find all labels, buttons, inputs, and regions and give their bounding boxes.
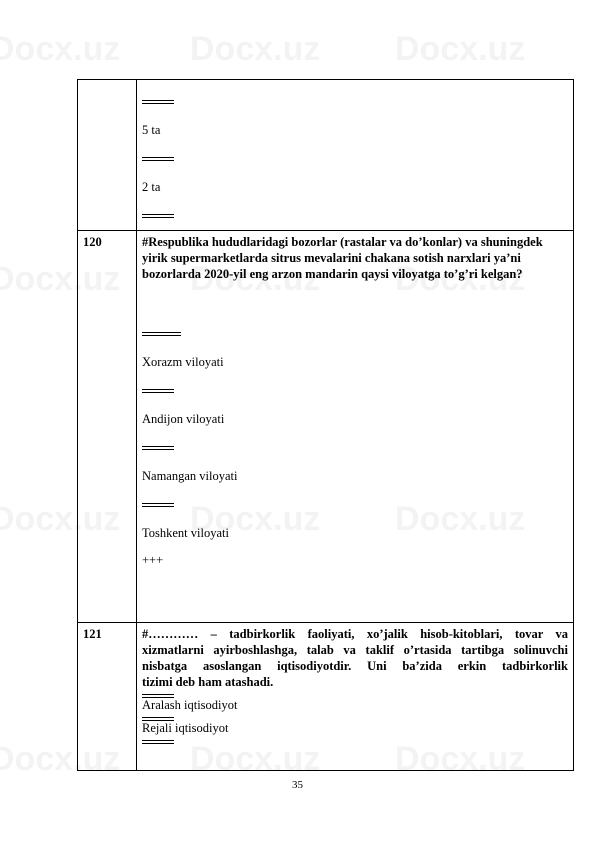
option-separator <box>142 690 568 698</box>
answer-option: Aralash iqtisodiyot <box>142 698 238 712</box>
answer-option: Xorazm viloyati <box>142 355 224 369</box>
answer-option: Namangan viloyati <box>142 469 238 483</box>
option-separator <box>142 713 568 721</box>
option-separator <box>142 325 568 339</box>
watermark <box>0 30 120 69</box>
page-number: 35 <box>292 779 303 791</box>
option-separator <box>142 736 568 744</box>
option-separator <box>142 207 568 221</box>
answer-option: 5 ta <box>142 123 161 137</box>
correct-answer-marker: +++ <box>142 553 164 567</box>
question-text: #Respublika hududlaridagi bozorlar (rastalar va do’konlar) va shuningdek yirik supermarketlarda sitrus mevalarini chakana sotish narxlari ya’ni bozorlarda 2020-yil eng arzon mandarin qaysi viloyatga to’g’ri kelgan? <box>142 235 543 281</box>
answer-option: Toshkent viloyati <box>142 526 229 540</box>
question-number: 121 <box>78 623 137 771</box>
watermark <box>395 30 525 69</box>
question-table <box>77 79 574 771</box>
option-separator <box>142 93 568 107</box>
option-separator <box>142 150 568 164</box>
question-text: #………… – tadbirkorlik faoliyati, xo’jalik hisob-kitoblari, tovar va xizmatlarni ayirboshlashga, talab va taklif o’rtasida tartibga solinuvchi nisbatga asoslangan iqtisodiyotdir. Uni ba’zida erkin tadbirkorlik <box>142 627 568 673</box>
option-separator <box>142 439 568 453</box>
table-row <box>78 231 574 623</box>
watermark <box>190 30 320 69</box>
table-row <box>78 80 574 231</box>
option-separator <box>142 496 568 510</box>
answer-option: 2 ta <box>142 180 161 194</box>
question-body <box>137 80 574 231</box>
question-number: 120 <box>78 231 137 623</box>
question-body <box>137 231 574 623</box>
question-body <box>137 623 574 771</box>
question-text-last-line: tizimi deb ham atashadi. <box>142 675 274 689</box>
answer-option: Andijon viloyati <box>142 412 225 426</box>
answer-option: Rejali iqtisodiyot <box>142 721 229 735</box>
table-row <box>78 623 574 771</box>
question-number <box>78 80 137 231</box>
option-separator <box>142 382 568 396</box>
